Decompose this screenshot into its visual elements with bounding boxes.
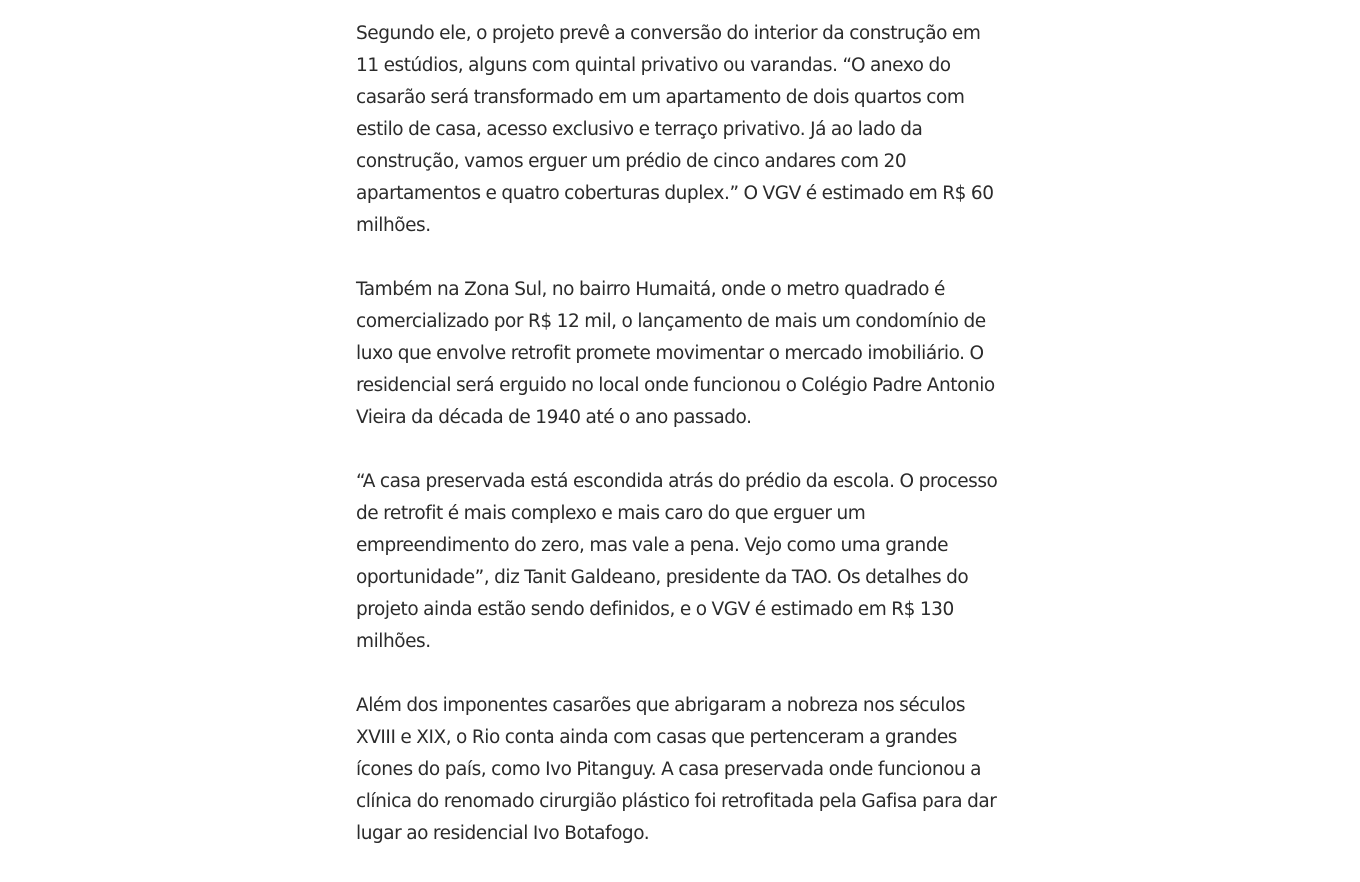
paragraph-line: luxo que envolve retrofit promete movimentar o mercado imobiliário. O [356, 343, 984, 364]
paragraph-line: projeto ainda estão sendo definidos, e o VGV é estimado em R$ 130 [356, 599, 954, 620]
paragraph-line: XVIII e XIX, o Rio conta ainda com casas que pertenceram a grandes [356, 727, 957, 748]
paragraph-line: “A casa preservada está escondida atrás do prédio da escola. O processo [356, 471, 998, 492]
paragraph-line: construção, vamos erguer um prédio de cinco andares com 20 [356, 151, 907, 172]
paragraph-line: Segundo ele, o projeto prevê a conversão do interior da construção em [356, 23, 981, 44]
paragraph-line: empreendimento do zero, mas vale a pena. Vejo como uma grande [356, 535, 949, 556]
paragraph-line: ícones do país, como Ivo Pitanguy. A casa preservada onde funcionou a [356, 759, 982, 780]
paragraph-line: Além dos imponentes casarões que abrigaram a nobreza nos séculos [356, 695, 966, 716]
paragraph-line: clínica do renomado cirurgião plástico foi retrofitada pela Gafisa para dar [356, 791, 997, 812]
article-body [356, 18, 1016, 882]
paragraph-line: milhões. [356, 631, 431, 652]
paragraph-line: Vieira da década de 1940 até o ano passado. [356, 407, 752, 428]
paragraph-line: comercializado por R$ 12 mil, o lançamento de mais um condomínio de [356, 311, 986, 332]
paragraph-line: oportunidade”, diz Tanit Galdeano, presidente da TAO. Os detalhes do [356, 567, 969, 588]
paragraph-line: apartamentos e quatro coberturas duplex.” O VGV é estimado em R$ 60 [356, 183, 994, 204]
paragraph-line: Também na Zona Sul, no bairro Humaitá, onde o metro quadrado é [356, 279, 945, 300]
paragraph-line: residencial será erguido no local onde funcionou o Colégio Padre Antonio [356, 375, 995, 396]
article-paragraph-2 [356, 274, 1016, 434]
article-paragraph-1 [356, 18, 1016, 242]
paragraph-line: milhões. [356, 215, 431, 236]
paragraph-line: casarão será transformado em um apartamento de dois quartos com [356, 87, 965, 108]
paragraph-line: 11 estúdios, alguns com quintal privativo ou varandas. “O anexo do [356, 55, 951, 76]
paragraph-line: de retrofit é mais complexo e mais caro do que erguer um [356, 503, 866, 524]
paragraph-line: estilo de casa, acesso exclusivo e terraço privativo. Já ao lado da [356, 119, 923, 140]
paragraph-line: lugar ao residencial Ivo Botafogo. [356, 823, 650, 844]
article-paragraph-3 [356, 466, 1016, 658]
article-paragraph-4 [356, 690, 1016, 850]
